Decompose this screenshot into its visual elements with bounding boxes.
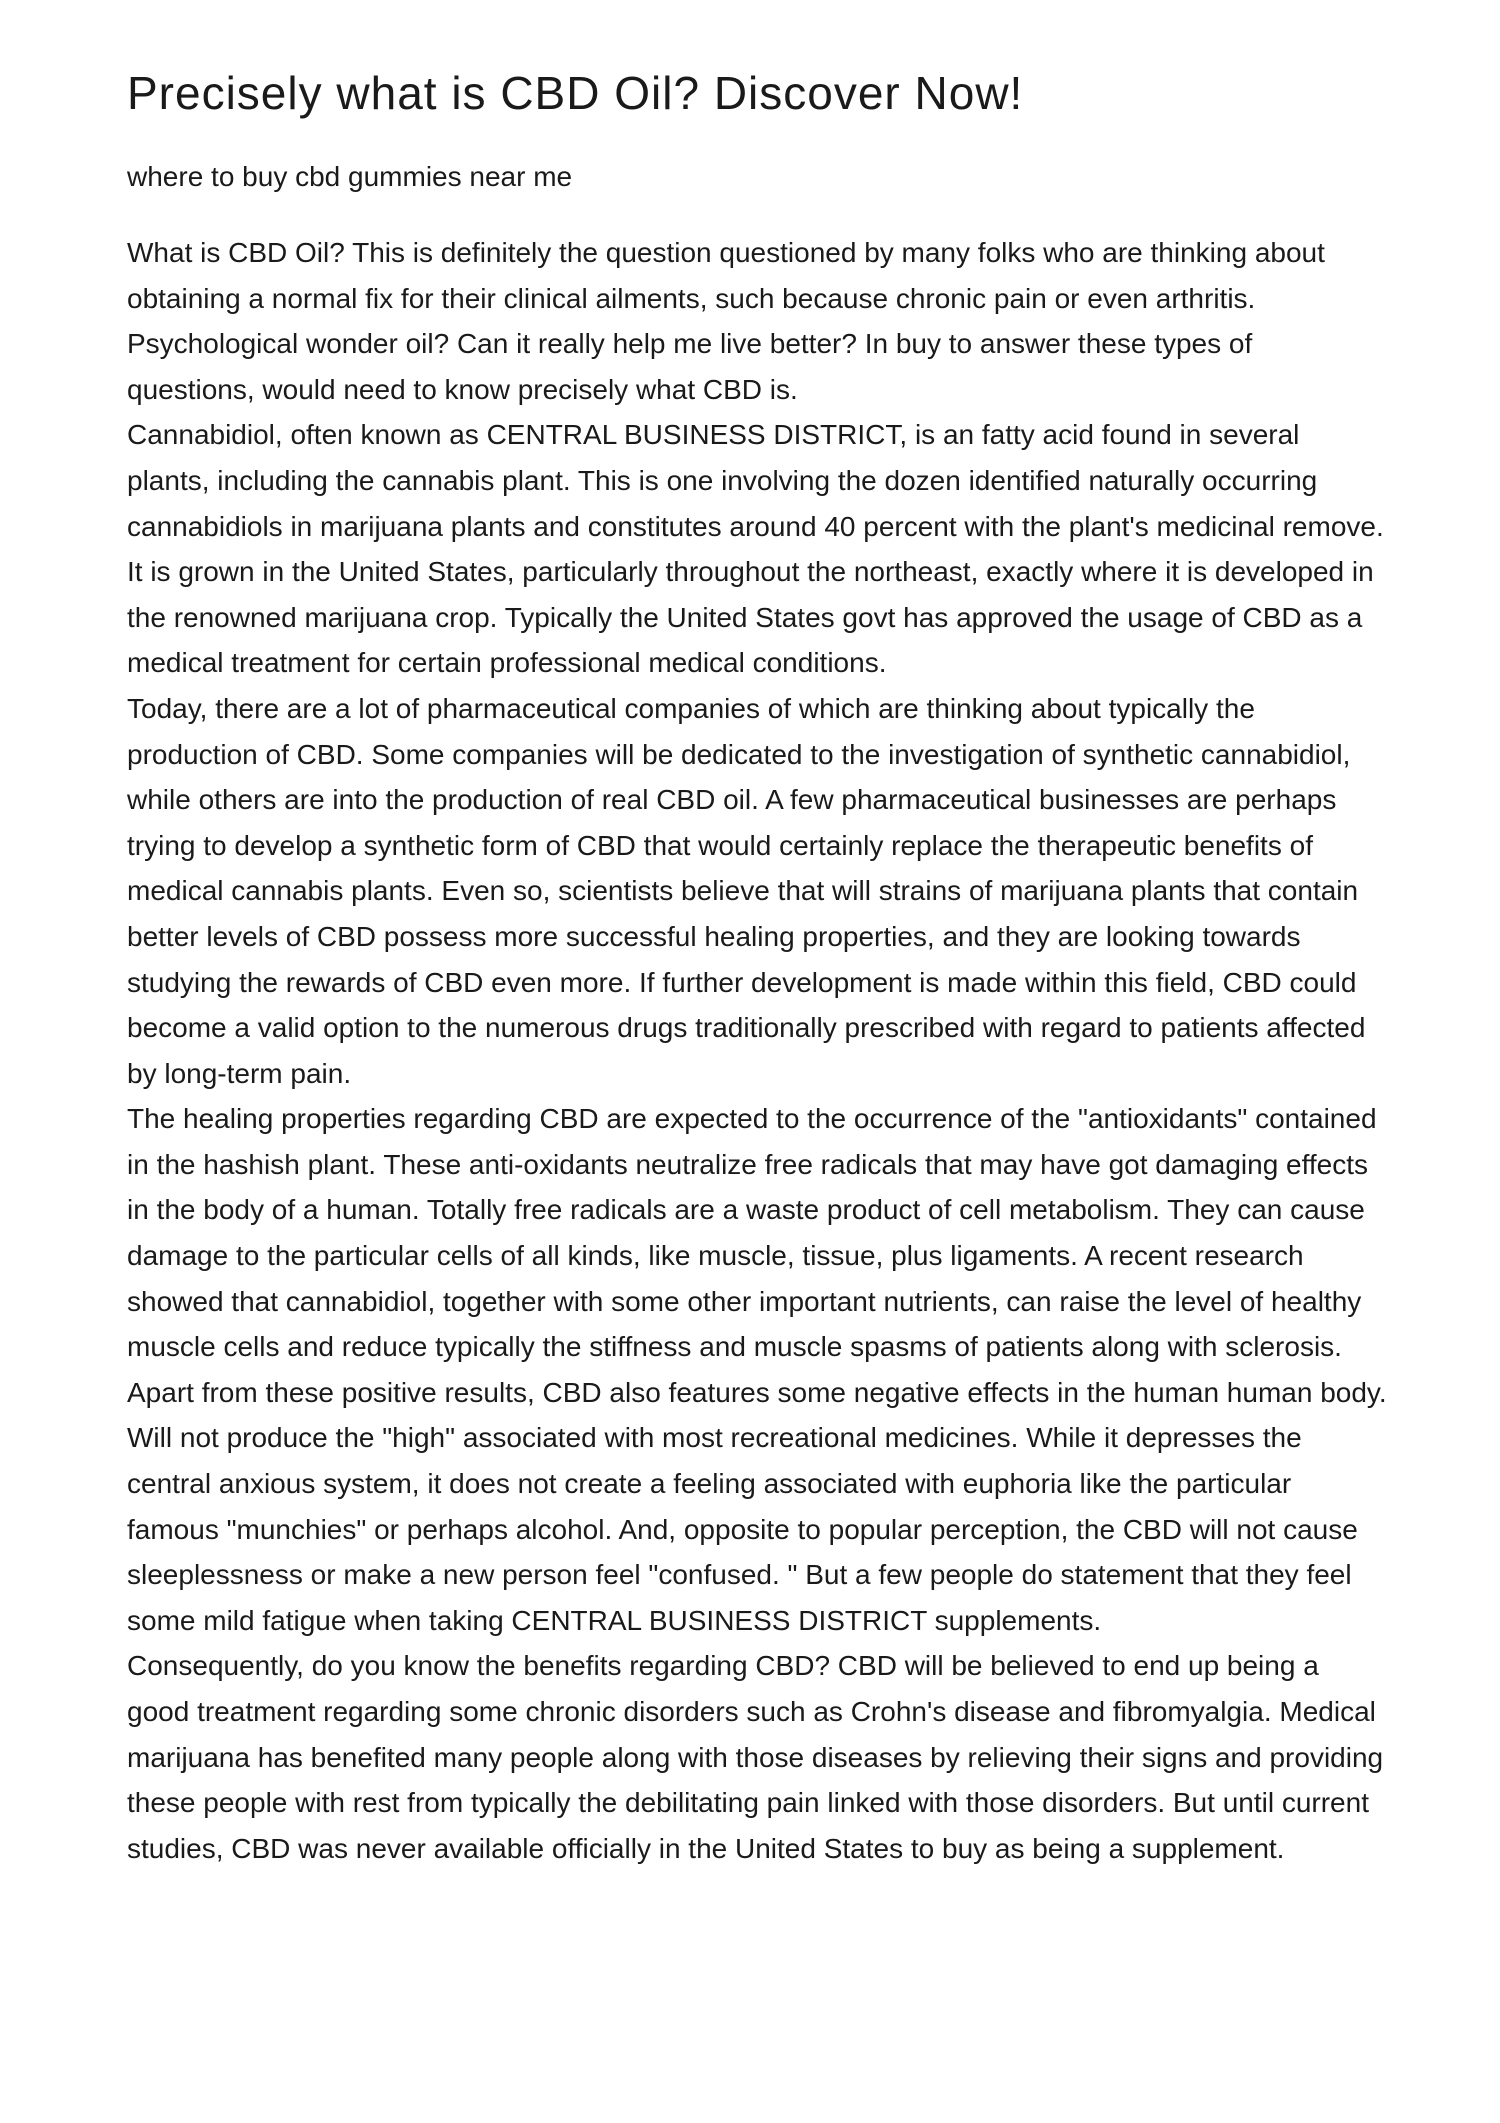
document-page xyxy=(127,62,1387,1871)
page-title: Precisely what is CBD Oil? Discover Now! xyxy=(127,67,1024,119)
paragraph-negative-effects: Apart from these positive results, CBD also features some negative effects in the human human body. Will not produce the "high" associated with most recreational medicines. While it depresses the central anxious system, it does not create a feeling associated with euphoria like the particular famous "munchies" or perhaps alcohol. And, opposite to popular perception, the CBD will not cause sleeplessness or make a new person feel "confused. " But a few people do statement that they feel some mild fatigue when taking CENTRAL BUSINESS DISTRICT supplements. xyxy=(127,1376,1387,1636)
paragraph-pharmaceutical: Today, there are a lot of pharmaceutical companies of which are thinking about typically the production of CBD. Some companies will be dedicated to the investigation of synthetic cannabidiol, while others are into the production of real CBD oil. A few pharmaceutical businesses are perhaps trying to develop a synthetic form of CBD that would certainly replace the therapeutic benefits of medical cannabis plants. Even so, scientists believe that will strains of marijuana plants that contain better levels of CBD possess more successful healing properties, and they are looking towards studying the rewards of CBD even more. If further development is made within this field, CBD could become a valid option to the numerous drugs traditionally prescribed with regard to patients affected by long-term pain. xyxy=(127,692,1366,1089)
paragraph-cannabidiol: Cannabidiol, often known as CENTRAL BUSINESS DISTRICT, is an fatty acid found in several plants, including the cannabis plant. This is one involving the dozen identified naturally occurring cannabidiols in marijuana plants and constitutes around 40 percent with the plant's medicinal remove. It is grown in the United States, particularly throughout the northeast, exactly where it is developed in the renowned marijuana crop. Typically the United States govt has approved the usage of CBD as a medical treatment for certain professional medical conditions. xyxy=(127,419,1384,679)
keyword-link[interactable]: where to buy cbd gummies near me xyxy=(127,161,573,192)
paragraph-healing-properties: The healing properties regarding CBD are expected to the occurrence of the "antioxidants" contained in the hashish plant. These anti-oxidants neutralize free radicals that may have got damaging effects in the body of a human. Totally free radicals are a waste product of cell metabolism. They can cause damage to the particular cells of all kinds, like muscle, tissue, plus ligaments. A recent research showed that cannabidiol, together with some other important nutrients, can raise the level of healthy muscle cells and reduce typically the stiffness and muscle spasms of patients along with sclerosis. xyxy=(127,1103,1377,1363)
paragraph-benefits: Consequently, do you know the benefits regarding CBD? CBD will be believed to end up being a good treatment regarding some chronic disorders such as Crohn's disease and fibromyalgia. Medical marijuana has benefited many people along with those diseases by relieving their signs and providing these people with rest from typically the debilitating pain linked with those disorders. But until current studies, CBD was never available officially in the United States to buy as being a supplement. xyxy=(127,1650,1384,1864)
paragraph-intro: What is CBD Oil? This is definitely the question questioned by many folks who are thinking about obtaining a normal fix for their clinical ailments, such because chronic pain or even arthritis. Psychological wonder oil? Can it really help me live better? In buy to answer these types of questions, would need to know precisely what CBD is. xyxy=(127,237,1325,405)
